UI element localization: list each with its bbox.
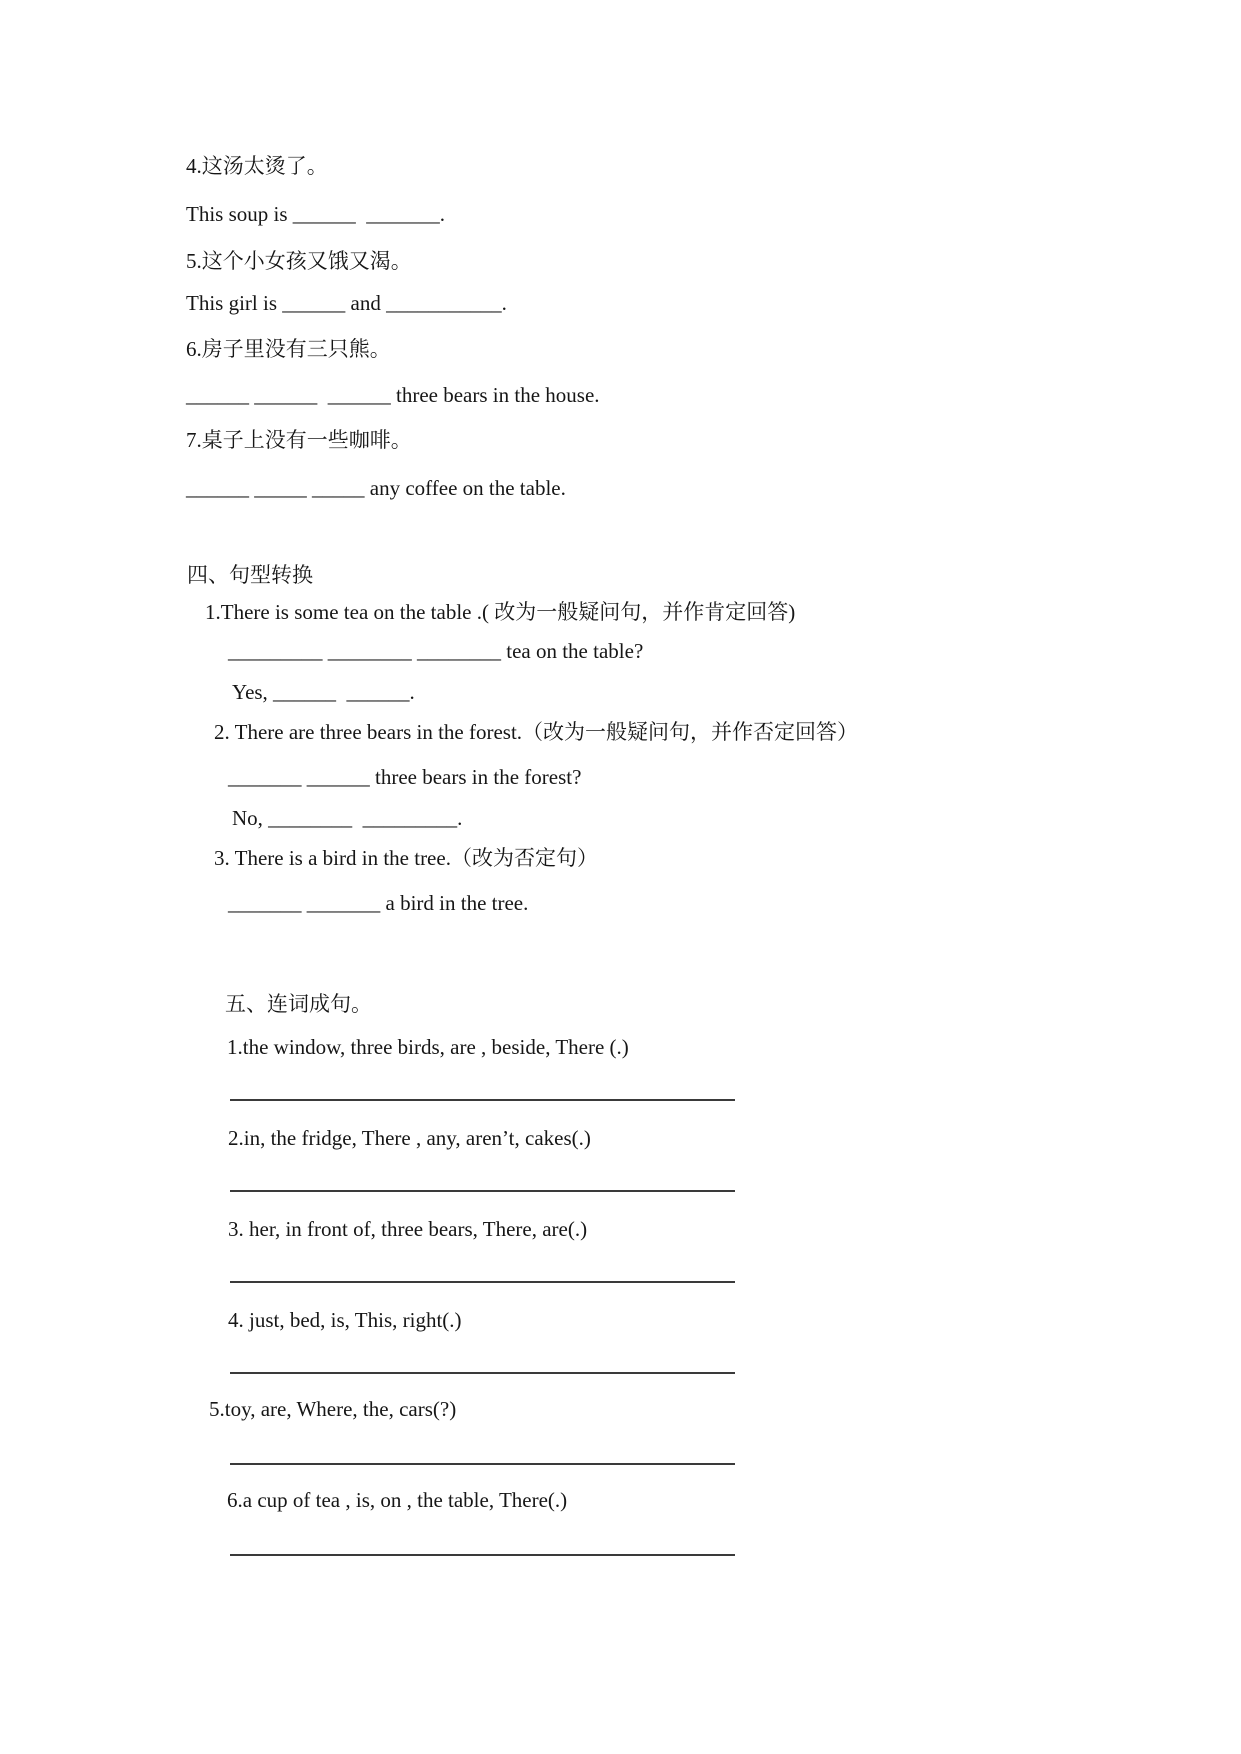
q4-1-answer: Yes, ______ ______. [232,680,415,704]
q4-1-blank: _________ ________ ________ tea on the table? [228,639,644,663]
cn-prompt-6: 6.房子里没有三只熊。 [186,337,391,361]
en-fill-blank-6: ______ ______ ______ three bears in the house. [186,383,600,407]
en-fill-blank-7: ______ _____ _____ any coffee on the table. [186,476,566,500]
cn-prompt-5: 5.这个小女孩又饿又渴。 [186,249,412,273]
cn-prompt-4: 4.这汤太烫了。 [186,154,328,178]
q4-2-blank: _______ ______ three bears in the forest? [228,765,582,789]
answer-line-2 [230,1190,735,1192]
q5-item-2: 2.in, the fridge, There , any, aren’t, cakes(.) [228,1126,591,1150]
section-five-title: 五、连词成句。 [225,992,372,1016]
en-fill-blank-4: This soup is ______ _______. [186,202,446,226]
section-four-title: 四、句型转换 [187,563,313,587]
q4-3-blank: _______ _______ a bird in the tree. [228,891,529,915]
q5-item-5: 5.toy, are, Where, the, cars(?) [209,1397,457,1421]
answer-line-1 [230,1099,735,1101]
q5-item-6: 6.a cup of tea , is, on , the table, There(.) [227,1488,568,1512]
q5-item-4: 4. just, bed, is, This, right(.) [228,1308,462,1332]
en-fill-blank-5: This girl is ______ and ___________. [186,291,507,315]
answer-line-4 [230,1372,735,1374]
q4-2-prompt: 2. There are three bears in the forest.（改为一般疑问句，并作否定回答） [214,720,859,744]
answer-line-5 [230,1463,735,1465]
cn-prompt-7: 7.桌子上没有一些咖啡。 [186,428,412,452]
q5-item-3: 3. her, in front of, three bears, There, are(.) [228,1217,588,1241]
answer-line-3 [230,1281,735,1283]
q4-3-prompt: 3. There is a bird in the tree.（改为否定句） [214,846,598,870]
q4-1-prompt: 1.There is some tea on the table .( 改为一般疑问句，并作肯定回答) [205,600,796,624]
answer-line-6 [230,1554,735,1556]
q4-2-answer: No, ________ _________. [232,806,463,830]
q5-item-1: 1.the window, three birds, are , beside, There (.) [227,1035,629,1059]
